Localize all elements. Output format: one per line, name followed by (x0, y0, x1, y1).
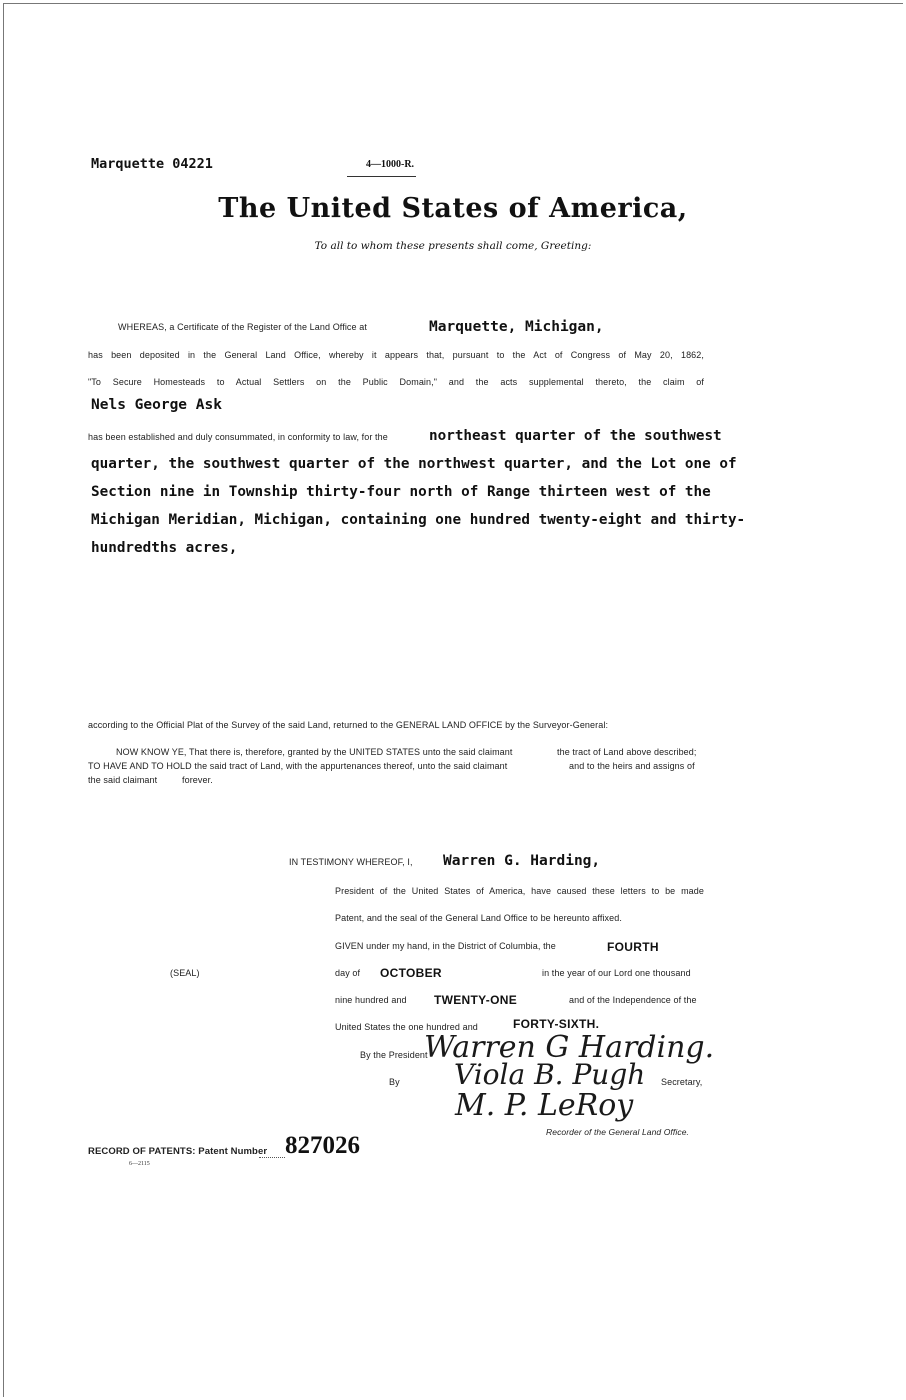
by-the-president-label: By the President (360, 1050, 428, 1060)
patent-number-leader (259, 1157, 285, 1158)
testimony-line-2: Patent, and the seal of the General Land Office to be hereunto affixed. (335, 913, 622, 923)
land-office-name: Marquette, Michigan, (429, 319, 604, 335)
given-day: FOURTH (607, 940, 659, 954)
greeting-line: To all to whom these presents shall come, Greeting: (314, 240, 592, 252)
testimony-prefix: IN TESTIMONY WHEREOF, I, (289, 857, 413, 867)
secretary-label: Secretary, (661, 1077, 703, 1087)
form-number: 4—1000-R. (366, 159, 415, 170)
nine-hundred-label: nine hundred and (335, 995, 407, 1005)
document-title: The United States of America, (218, 193, 688, 224)
grant-line-3b: forever. (182, 775, 213, 785)
day-of-label: day of (335, 968, 361, 978)
recorder-caption: Recorder of the General Land Office. (546, 1127, 689, 1137)
given-year: TWENTY-ONE (434, 993, 517, 1007)
file-reference: Marquette 04221 (91, 156, 213, 172)
land-description-line-2: quarter, the southwest quarter of the northwest quarter, and the Lot one of (91, 456, 737, 472)
patent-number: 827026 (285, 1132, 360, 1159)
grant-line-2a: TO HAVE AND TO HOLD the said tract of Land, with the appurtenances thereof, unto the said claimant (88, 761, 508, 771)
homesteads-line: "To Secure Homesteads to Actual Settlers on the Public Domain," and the acts supplemental thereto, the claim of (88, 377, 704, 387)
president-name: Warren G. Harding, (443, 853, 601, 869)
recorder-signature: M. P. LeRoy (455, 1088, 634, 1123)
grant-line-1b: the tract of Land above described; (557, 747, 697, 757)
united-states-prefix: United States the one hundred and (335, 1022, 478, 1032)
independence-year: FORTY-SIXTH. (513, 1017, 600, 1031)
year-prefix: in the year of our Lord one thousand (542, 968, 691, 978)
grant-line-3a: the said claimant (88, 775, 158, 785)
act-of-congress-line: has been deposited in the General Land Office, whereby it appears that, pursuant to the Act of Congress of May 20, 1862, (88, 350, 704, 360)
by-label: By (389, 1077, 400, 1087)
established-prefix: has been established and duly consummated, in conformity to law, for the (88, 432, 388, 442)
plat-line: according to the Official Plat of the Survey of the said Land, returned to the GENERAL LAND OFFICE by the Surveyor-General: (88, 720, 609, 730)
claimant-name: Nels George Ask (91, 397, 222, 413)
record-of-patents-label: RECORD OF PATENTS: Patent Number (88, 1146, 268, 1157)
land-description-line-4: Michigan Meridian, Michigan, containing one hundred twenty-eight and thirty- (91, 512, 746, 528)
form-code: 6—2115 (129, 1161, 150, 1167)
land-description-line-3: Section nine in Township thirty-four north of Range thirteen west of the (91, 484, 711, 500)
testimony-line-1: President of the United States of America, have caused these letters to be made (335, 886, 704, 896)
president-signature: Warren G Harding. (424, 1030, 715, 1065)
grant-line-2b: and to the heirs and assigns of (569, 761, 695, 771)
independence-label: and of the Independence of the (569, 995, 697, 1005)
form-number-underline (347, 176, 416, 177)
given-month: OCTOBER (380, 966, 442, 980)
land-description-line-1: northeast quarter of the southwest (429, 428, 722, 444)
whereas-prefix: WHEREAS, a Certificate of the Register of the Land Office at (118, 322, 367, 332)
secretary-signature: Viola B. Pugh (454, 1058, 646, 1091)
seal-label: (SEAL) (170, 968, 200, 978)
given-prefix: GIVEN under my hand, in the District of Columbia, the (335, 941, 556, 951)
grant-line-1a: NOW KNOW YE, That there is, therefore, granted by the UNITED STATES unto the said claimant (116, 747, 513, 757)
land-description-line-5: hundredths acres, (91, 540, 238, 556)
